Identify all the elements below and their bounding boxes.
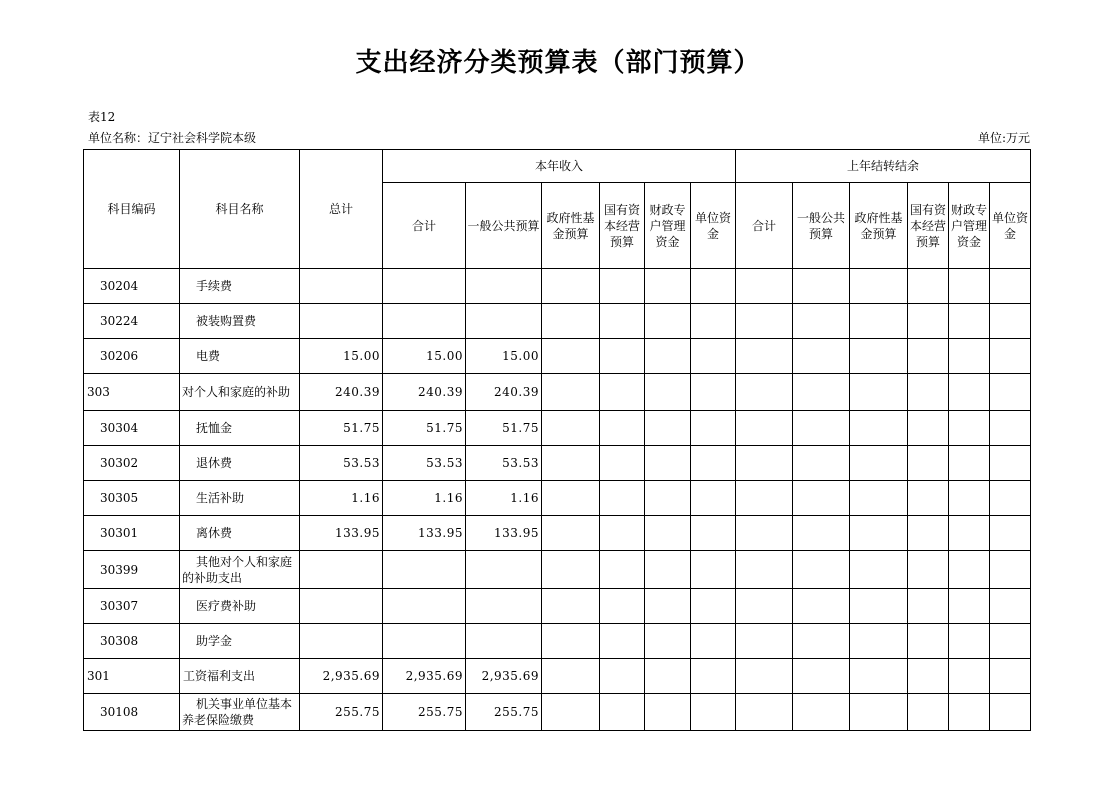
header-prior-special-account: 财政专户管理资金 [949, 183, 990, 269]
cell-total: 240.39 [300, 374, 383, 411]
cell-current-total [383, 304, 466, 339]
cell-current-total: 51.75 [383, 411, 466, 446]
cell-current-general: 255.75 [466, 694, 542, 731]
cell-name: 其他对个人和家庭的补助支出 [180, 551, 300, 589]
table-row [84, 374, 1031, 411]
cell-current-total [383, 624, 466, 659]
cell-name: 手续费 [180, 269, 300, 304]
cell-code: 30204 [84, 269, 180, 304]
cell-total [300, 269, 383, 304]
cell-total: 133.95 [300, 516, 383, 551]
table-row [84, 269, 1031, 304]
header-current-state-capital: 国有资本经营预算 [600, 183, 645, 269]
table-row [84, 481, 1031, 516]
table-row [84, 624, 1031, 659]
table-row [84, 304, 1031, 339]
cell-code: 30399 [84, 551, 180, 589]
cell-name: 机关事业单位基本养老保险缴费 [180, 694, 300, 731]
header-prior-total: 合计 [736, 183, 793, 269]
table-row [84, 589, 1031, 624]
cell-code: 30304 [84, 411, 180, 446]
table-row [84, 339, 1031, 374]
cell-code: 30108 [84, 694, 180, 731]
cell-current-general: 2,935.69 [466, 659, 542, 694]
cell-code: 30224 [84, 304, 180, 339]
cell-name: 退休费 [180, 446, 300, 481]
cell-total: 1.16 [300, 481, 383, 516]
table-row [84, 551, 1031, 589]
cell-current-general [466, 551, 542, 589]
cell-current-total: 2,935.69 [383, 659, 466, 694]
cell-current-total: 240.39 [383, 374, 466, 411]
table-row [84, 446, 1031, 481]
cell-total [300, 304, 383, 339]
cell-code: 30302 [84, 446, 180, 481]
cell-current-total: 1.16 [383, 481, 466, 516]
cell-current-general: 53.53 [466, 446, 542, 481]
cell-total: 15.00 [300, 339, 383, 374]
cell-code: 303 [84, 374, 180, 411]
cell-total [300, 624, 383, 659]
cell-name: 对个人和家庭的补助 [180, 374, 300, 411]
header-current-unit-funds: 单位资金 [691, 183, 736, 269]
unit-measure: 单位:万元 [977, 131, 1030, 145]
cell-code: 301 [84, 659, 180, 694]
cell-name: 医疗费补助 [180, 589, 300, 624]
cell-name: 离休费 [180, 516, 300, 551]
cell-current-total: 15.00 [383, 339, 466, 374]
header-current-special-account: 财政专户管理资金 [645, 183, 691, 269]
cell-total: 51.75 [300, 411, 383, 446]
cell-code: 30305 [84, 481, 180, 516]
cell-total: 2,935.69 [300, 659, 383, 694]
table-row [84, 516, 1031, 551]
cell-name: 助学金 [180, 624, 300, 659]
budget-table [83, 149, 1031, 731]
cell-current-general [466, 304, 542, 339]
cell-total [300, 551, 383, 589]
header-name: 科目名称 [180, 150, 300, 269]
unit-name: 单位名称：辽宁社会科学院本级 [88, 131, 257, 145]
page-title: 支出经济分类预算表（部门预算） [355, 48, 761, 78]
cell-name: 生活补助 [180, 481, 300, 516]
cell-current-total: 133.95 [383, 516, 466, 551]
cell-current-total [383, 589, 466, 624]
cell-total [300, 589, 383, 624]
table-row [84, 694, 1031, 731]
header-current-general: 一般公共预算 [466, 183, 542, 269]
cell-name: 工资福利支出 [180, 659, 300, 694]
header-code: 科目编码 [84, 150, 180, 269]
cell-code: 30308 [84, 624, 180, 659]
cell-total: 255.75 [300, 694, 383, 731]
cell-current-general: 15.00 [466, 339, 542, 374]
table-id: 表12 [88, 110, 116, 124]
header-prior-state-capital: 国有资本经营预算 [908, 183, 949, 269]
cell-code: 30307 [84, 589, 180, 624]
cell-current-general [466, 624, 542, 659]
header-current-year: 本年收入 [383, 150, 736, 183]
cell-code: 30301 [84, 516, 180, 551]
cell-current-general: 1.16 [466, 481, 542, 516]
cell-current-general: 51.75 [466, 411, 542, 446]
cell-current-total: 255.75 [383, 694, 466, 731]
cell-current-general [466, 269, 542, 304]
cell-name: 抚恤金 [180, 411, 300, 446]
cell-name: 被装购置费 [180, 304, 300, 339]
header-total: 总计 [300, 150, 383, 269]
cell-code: 30206 [84, 339, 180, 374]
cell-current-total [383, 269, 466, 304]
cell-current-general: 133.95 [466, 516, 542, 551]
table-row [84, 411, 1031, 446]
header-prior-fund: 政府性基金预算 [850, 183, 908, 269]
cell-current-general: 240.39 [466, 374, 542, 411]
header-prior-unit-funds: 单位资金 [990, 183, 1031, 269]
header-prior-general: 一般公共预算 [793, 183, 850, 269]
cell-current-general [466, 589, 542, 624]
cell-current-total [383, 551, 466, 589]
table-row [84, 659, 1031, 694]
header-current-fund: 政府性基金预算 [542, 183, 600, 269]
cell-total: 53.53 [300, 446, 383, 481]
cell-name: 电费 [180, 339, 300, 374]
header-current-total: 合计 [383, 183, 466, 269]
header-prior-carryover: 上年结转结余 [736, 150, 1031, 183]
cell-current-total: 53.53 [383, 446, 466, 481]
